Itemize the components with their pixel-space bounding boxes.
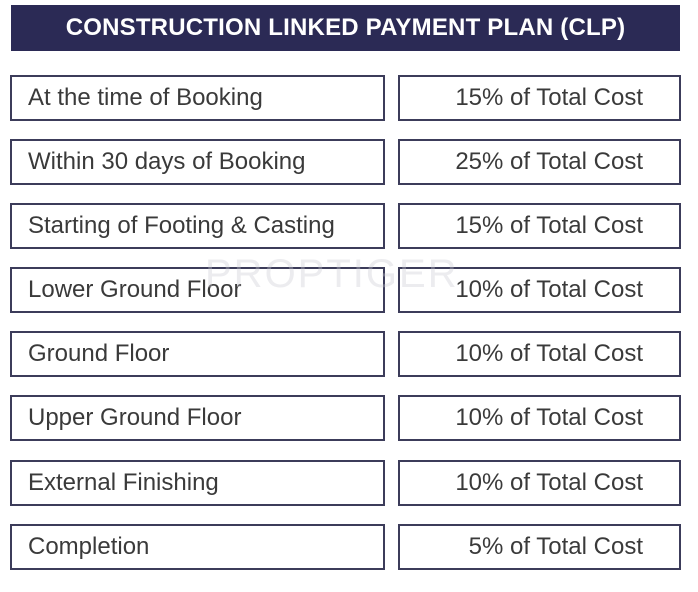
table-row xyxy=(10,331,682,381)
stage-label: Within 30 days of Booking xyxy=(10,139,385,185)
page-title: CONSTRUCTION LINKED PAYMENT PLAN (CLP) xyxy=(11,5,680,51)
stage-label: External Finishing xyxy=(10,460,385,506)
stage-label: At the time of Booking xyxy=(10,75,385,121)
payment-value: 10% of Total Cost xyxy=(398,460,681,506)
payment-value: 5% of Total Cost xyxy=(398,524,681,570)
table-row xyxy=(10,203,682,253)
payment-value: 10% of Total Cost xyxy=(398,395,681,441)
payment-value: 15% of Total Cost xyxy=(398,203,681,249)
stage-label: Starting of Footing & Casting xyxy=(10,203,385,249)
table-row xyxy=(10,139,682,189)
stage-label: Completion xyxy=(10,524,385,570)
stage-label: Ground Floor xyxy=(10,331,385,377)
table-row xyxy=(10,524,682,574)
table-row xyxy=(10,395,682,445)
payment-value: 25% of Total Cost xyxy=(398,139,681,185)
table-row xyxy=(10,460,682,510)
stage-label: Lower Ground Floor xyxy=(10,267,385,313)
payment-value: 10% of Total Cost xyxy=(398,267,681,313)
table-row xyxy=(10,267,682,317)
payment-value: 10% of Total Cost xyxy=(398,331,681,377)
payment-value: 15% of Total Cost xyxy=(398,75,681,121)
table-row xyxy=(10,75,682,125)
watermark: PROPTIGER xyxy=(205,252,459,296)
stage-label: Upper Ground Floor xyxy=(10,395,385,441)
